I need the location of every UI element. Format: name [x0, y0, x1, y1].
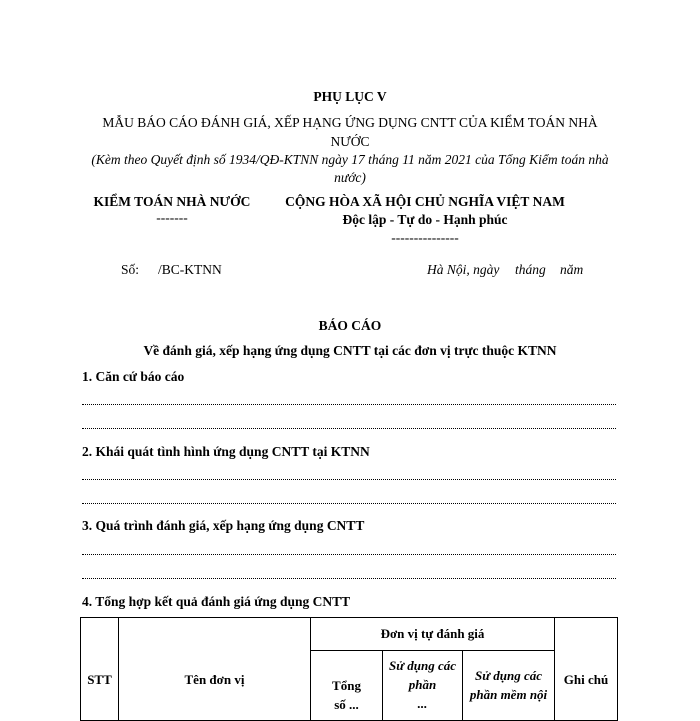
- nation-rule: ---------------: [391, 230, 459, 245]
- col-header-note: Ghi chú: [555, 618, 618, 721]
- results-table: [80, 617, 618, 721]
- dotted-line: [82, 479, 616, 480]
- date-year-label: năm: [560, 262, 584, 277]
- date-month-label: tháng: [515, 262, 546, 277]
- dotted-line: [82, 554, 616, 555]
- report-subject: Về đánh giá, xếp hạng ứng dụng CNTT tại các đơn vị trực thuộc KTNN: [143, 343, 557, 358]
- section-heading-1: 1. Căn cứ báo cáo: [82, 369, 185, 384]
- form-title-line2: NƯỚC: [330, 134, 370, 149]
- form-title-line1: MẪU BÁO CÁO ĐÁNH GIÁ, XẾP HẠNG ỨNG DỤNG CNTT CỦA KIỂM TOÁN NHÀ: [102, 115, 598, 130]
- form-subtitle-line1: (Kèm theo Quyết định số 1934/QĐ-KTNN ngày 17 tháng 11 năm 2021 của Tổng Kiểm toán nhà: [91, 152, 609, 167]
- org-rule: -------: [156, 210, 188, 225]
- report-title: BÁO CÁO: [318, 318, 382, 333]
- form-title: [60, 113, 640, 151]
- dotted-line: [82, 578, 616, 579]
- org-name: KIỂM TOÁN NHÀ NƯỚC: [93, 194, 251, 209]
- nation-motto: Độc lập - Tự do - Hạnh phúc: [342, 212, 508, 227]
- col-header-unit-name: Tên đơn vị: [119, 618, 311, 721]
- section-heading-3: 3. Quá trình đánh giá, xếp hạng ứng dụng CNTT: [82, 518, 365, 533]
- form-subtitle: [60, 151, 640, 187]
- col-header-stt: STT: [81, 618, 119, 721]
- report-number-suffix: /BC-KTNN: [158, 262, 222, 277]
- section-heading-4: 4. Tổng hợp kết quả đánh giá ứng dụng CNTT: [82, 594, 351, 609]
- appendix-title: PHỤ LỤC V: [313, 89, 387, 104]
- col-group-self-assessment: Đơn vị tự đánh giá: [311, 618, 555, 651]
- dotted-line: [82, 428, 616, 429]
- dotted-line: [82, 404, 616, 405]
- col-header-software-usage-2: Sử dụng các phần mềm nội: [463, 651, 555, 721]
- col-header-total: Tổng số ...: [311, 651, 383, 721]
- report-number-label: Số:: [121, 262, 140, 277]
- dotted-line: [82, 503, 616, 504]
- nation-name: CỘNG HÒA XÃ HỘI CHỦ NGHĨA VIỆT NAM: [285, 194, 565, 209]
- col-header-software-usage-1: Sử dụng các phần ...: [383, 651, 463, 721]
- section-heading-2: 2. Khái quát tình hình ứng dụng CNTT tại KTNN: [82, 444, 370, 459]
- place-date-label: Hà Nội, ngày: [427, 262, 500, 277]
- form-subtitle-line2: nước): [334, 170, 366, 185]
